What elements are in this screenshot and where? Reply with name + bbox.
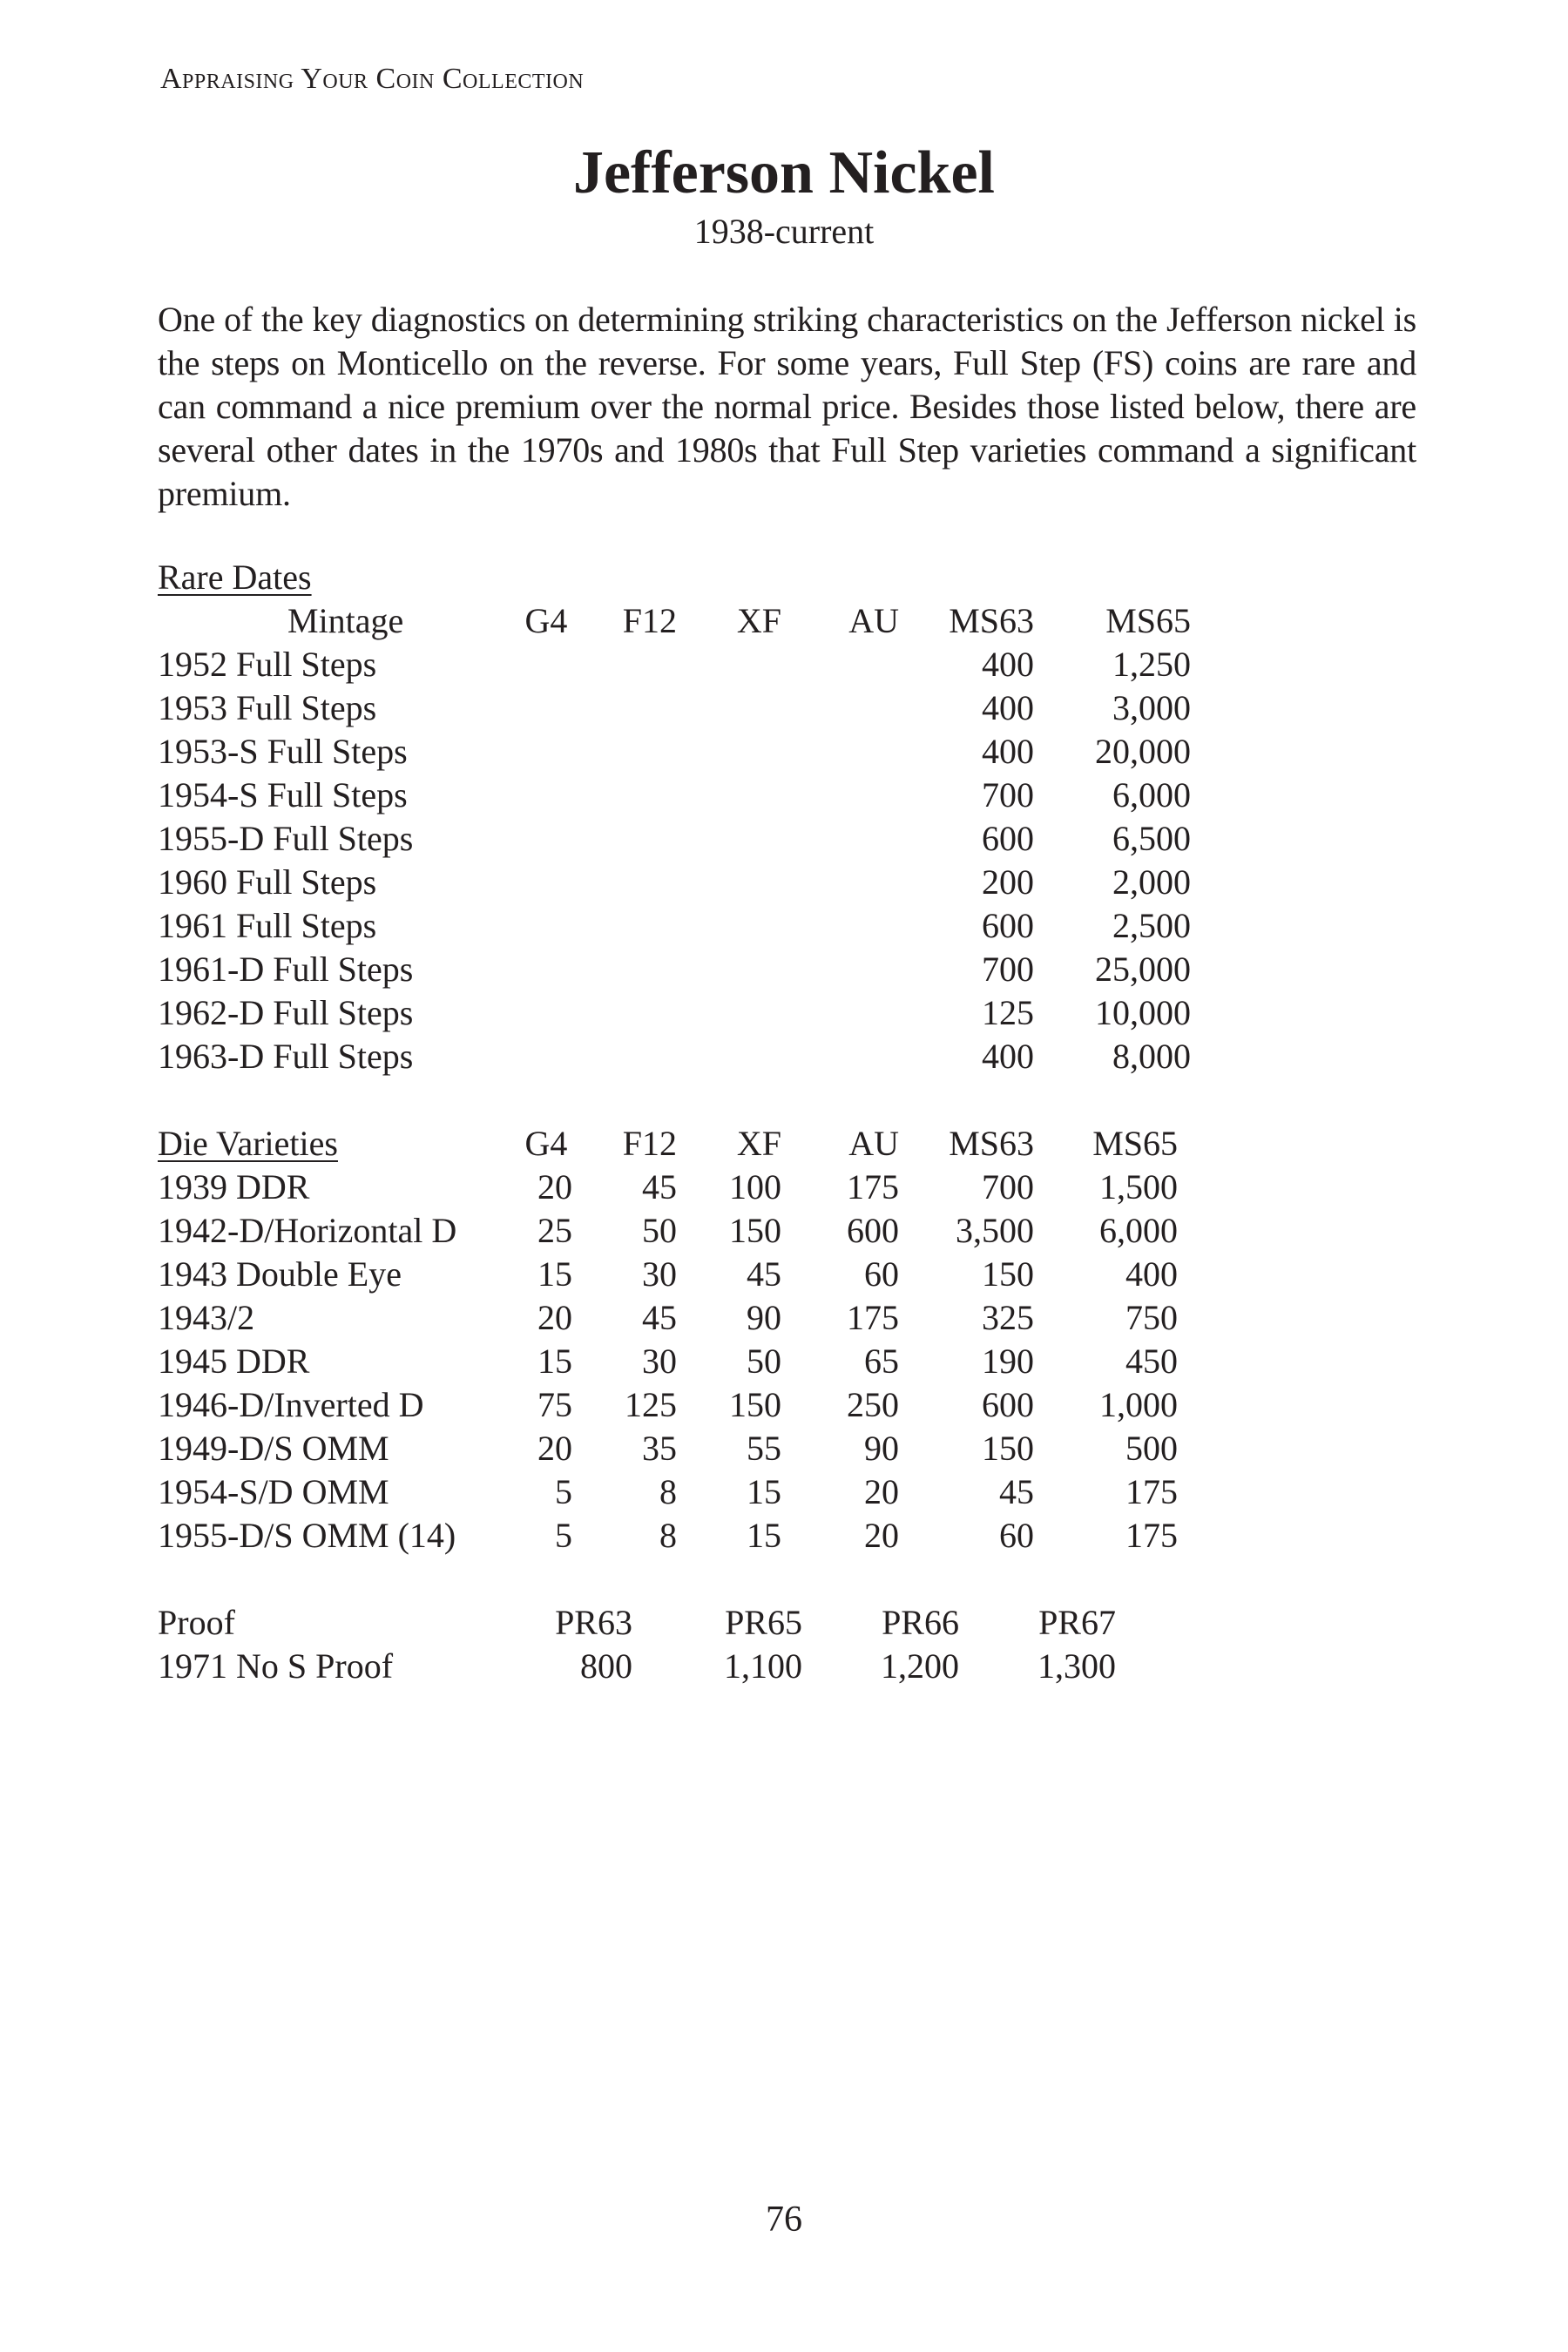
- row-label: 1942-D/Horizontal D: [158, 1211, 457, 1250]
- proof-header-row: [158, 1601, 1116, 1645]
- empty-cell: [677, 1035, 781, 1078]
- price-value: 90: [747, 1298, 781, 1337]
- price-value: 15: [747, 1516, 781, 1555]
- price-value: 250: [847, 1385, 899, 1424]
- ms65-value: 2,000: [1112, 862, 1191, 902]
- rare-dates-section-row: [158, 556, 1191, 599]
- price-value: 45: [642, 1167, 677, 1206]
- price-value: 600: [982, 1385, 1034, 1424]
- row-label: 1939 DDR: [158, 1167, 310, 1206]
- column-header: PR66: [882, 1603, 959, 1642]
- column-header: AU: [848, 1124, 899, 1163]
- column-header: PR63: [555, 1603, 632, 1642]
- empty-cell: [572, 817, 677, 861]
- price-value: 20: [864, 1472, 899, 1511]
- rare-dates-heading: [158, 556, 520, 599]
- ms63-value: 125: [982, 993, 1034, 1032]
- price-value: 500: [1125, 1429, 1178, 1468]
- empty-cell: [677, 904, 781, 948]
- row-label: 1953-S Full Steps: [158, 732, 408, 771]
- price-value: 325: [982, 1298, 1034, 1337]
- table-row: [158, 1209, 1178, 1253]
- price-value: 150: [982, 1254, 1034, 1294]
- price-value: 150: [729, 1385, 781, 1424]
- price-value: 6,000: [1099, 1211, 1178, 1250]
- price-value: 1,200: [881, 1646, 959, 1686]
- price-value: 175: [1125, 1472, 1178, 1511]
- mintage-header: Mintage: [287, 601, 404, 640]
- column-header: XF: [736, 601, 781, 640]
- price-value: 175: [1125, 1516, 1178, 1555]
- table-row: [158, 817, 1191, 861]
- empty-cell: [520, 1035, 572, 1078]
- table-row: [158, 774, 1191, 817]
- empty-cell: [781, 774, 899, 817]
- price-value: 150: [729, 1211, 781, 1250]
- row-label: 1954-S/D OMM: [158, 1472, 389, 1511]
- ms65-value: 2,500: [1112, 906, 1191, 945]
- empty-cell: [520, 774, 572, 817]
- column-header: MS65: [1092, 1124, 1178, 1163]
- price-value: 175: [847, 1298, 899, 1337]
- ms63-value: 400: [982, 1037, 1034, 1076]
- column-header: PR65: [725, 1603, 802, 1642]
- empty-cell: [520, 686, 572, 730]
- empty-cell: [781, 1035, 899, 1078]
- empty-cell: [781, 861, 899, 904]
- price-value: 8: [659, 1516, 677, 1555]
- column-header: MS63: [949, 1124, 1034, 1163]
- table-row: [158, 1427, 1178, 1470]
- row-label: 1954-S Full Steps: [158, 775, 408, 814]
- empty-cell: [572, 904, 677, 948]
- price-value: 20: [537, 1167, 572, 1206]
- table-row: [158, 643, 1191, 686]
- row-label: 1963-D Full Steps: [158, 1037, 414, 1076]
- price-value: 75: [537, 1385, 572, 1424]
- price-value: 15: [537, 1254, 572, 1294]
- row-label: 1961-D Full Steps: [158, 950, 414, 989]
- empty-cell: [572, 948, 677, 991]
- empty-cell: [520, 817, 572, 861]
- die-varieties-heading-text: Die Varieties: [158, 1124, 338, 1163]
- ms65-value: 3,000: [1112, 688, 1191, 727]
- empty-cell: [572, 774, 677, 817]
- price-value: 190: [982, 1342, 1034, 1381]
- empty-cell: [677, 686, 781, 730]
- price-value: 45: [747, 1254, 781, 1294]
- ms65-value: 1,250: [1112, 645, 1191, 684]
- price-value: 35: [642, 1429, 677, 1468]
- column-header: F12: [622, 1124, 677, 1163]
- empty-cell: [520, 904, 572, 948]
- ms63-value: 400: [982, 688, 1034, 727]
- price-value: 50: [642, 1211, 677, 1250]
- empty-cell: [677, 730, 781, 774]
- empty-cell: [520, 991, 572, 1035]
- table-row: [158, 1166, 1178, 1209]
- empty-cell: [781, 686, 899, 730]
- table-row: [158, 1253, 1178, 1296]
- row-label: 1943/2: [158, 1298, 255, 1337]
- empty-cell: [572, 1035, 677, 1078]
- ms63-value: 700: [982, 950, 1034, 989]
- empty-cell: [677, 774, 781, 817]
- empty-cell: [677, 991, 781, 1035]
- row-label: 1971 No S Proof: [158, 1646, 394, 1686]
- table-row: [158, 686, 1191, 730]
- price-value: 1,100: [724, 1646, 802, 1686]
- column-header: F12: [622, 601, 677, 640]
- empty-cell: [572, 991, 677, 1035]
- empty-cell: [572, 643, 677, 686]
- row-label: 1955-D/S OMM (14): [158, 1516, 456, 1555]
- price-value: 100: [729, 1167, 781, 1206]
- column-header: G4: [524, 601, 568, 640]
- empty-cell: [520, 643, 572, 686]
- price-value: 60: [864, 1254, 899, 1294]
- row-label: 1949-D/S OMM: [158, 1429, 389, 1468]
- price-value: 30: [642, 1342, 677, 1381]
- price-value: 600: [847, 1211, 899, 1250]
- row-label: 1945 DDR: [158, 1342, 310, 1381]
- price-value: 150: [982, 1429, 1034, 1468]
- row-label: 1960 Full Steps: [158, 862, 377, 902]
- row-label: 1953 Full Steps: [158, 688, 377, 727]
- column-header: MS63: [949, 601, 1034, 640]
- table-row: [158, 730, 1191, 774]
- price-value: 5: [555, 1516, 572, 1555]
- price-value: 15: [537, 1342, 572, 1381]
- ms65-value: 6,500: [1112, 819, 1191, 858]
- table-row: [158, 904, 1191, 948]
- column-header: PR67: [1038, 1603, 1116, 1642]
- row-label: 1955-D Full Steps: [158, 819, 414, 858]
- table-row: [158, 861, 1191, 904]
- price-value: 5: [555, 1472, 572, 1511]
- column-header: MS65: [1105, 601, 1191, 640]
- intro-paragraph: One of the key diagnostics on determining striking characteristics on the Jefferson nickel is the steps on Monticello on the reverse. For some years, Full Step (FS) coins are rare and can command a nice premium over the normal price. Besides those listed below, there are several other dates in the 1970s and 1980s that Full Step varieties command a significant premium.: [158, 300, 1416, 513]
- price-value: 55: [747, 1429, 781, 1468]
- page-title: Jefferson Nickel: [572, 139, 996, 206]
- empty-cell: [781, 991, 899, 1035]
- price-value: 750: [1125, 1298, 1178, 1337]
- price-value: 175: [847, 1167, 899, 1206]
- die-varieties-heading: [158, 1122, 520, 1166]
- ms63-value: 600: [982, 819, 1034, 858]
- row-label: 1962-D Full Steps: [158, 993, 414, 1032]
- empty-cell: [781, 643, 899, 686]
- price-value: 65: [864, 1342, 899, 1381]
- ms65-value: 8,000: [1112, 1037, 1191, 1076]
- table-row: [158, 1470, 1178, 1514]
- column-header: XF: [736, 1124, 781, 1163]
- price-value: 800: [580, 1646, 632, 1686]
- empty-cell: [781, 948, 899, 991]
- empty-cell: [520, 861, 572, 904]
- price-value: 700: [982, 1167, 1034, 1206]
- empty-cell: [677, 643, 781, 686]
- empty-cell: [572, 730, 677, 774]
- ms65-value: 25,000: [1095, 950, 1191, 989]
- empty-cell: [520, 730, 572, 774]
- price-value: 60: [999, 1516, 1034, 1555]
- empty-cell: [677, 948, 781, 991]
- empty-cell: [572, 686, 677, 730]
- column-header: G4: [524, 1124, 568, 1163]
- die-varieties-header-row: [158, 1122, 1178, 1166]
- price-value: 20: [537, 1298, 572, 1337]
- price-value: 400: [1125, 1254, 1178, 1294]
- price-value: 3,500: [956, 1211, 1034, 1250]
- proof-heading: Proof: [158, 1603, 235, 1642]
- rare-dates-table: [158, 556, 1191, 1078]
- empty-cell: [781, 904, 899, 948]
- die-varieties-table: [158, 1122, 1178, 1558]
- table-row: [158, 1383, 1178, 1427]
- ms63-value: 600: [982, 906, 1034, 945]
- row-label: 1946-D/Inverted D: [158, 1385, 424, 1424]
- ms63-value: 400: [982, 645, 1034, 684]
- ms65-value: 10,000: [1095, 993, 1191, 1032]
- table-row: [158, 948, 1191, 991]
- price-value: 20: [537, 1429, 572, 1468]
- price-value: 1,000: [1099, 1385, 1178, 1424]
- price-value: 20: [864, 1516, 899, 1555]
- table-row: [158, 1645, 1116, 1688]
- price-value: 1,300: [1037, 1646, 1116, 1686]
- ms63-value: 200: [982, 862, 1034, 902]
- page-number: 76: [766, 2200, 802, 2240]
- rare-dates-heading-text: Rare Dates: [158, 558, 312, 597]
- table-row: [158, 1296, 1178, 1340]
- empty-cell: [677, 861, 781, 904]
- empty-cell: [781, 730, 899, 774]
- column-header: AU: [848, 601, 899, 640]
- table-row: [158, 1035, 1191, 1078]
- price-value: 90: [864, 1429, 899, 1468]
- empty-cell: [677, 817, 781, 861]
- ms63-value: 700: [982, 775, 1034, 814]
- table-row: [158, 991, 1191, 1035]
- empty-cell: [520, 948, 572, 991]
- price-value: 25: [537, 1211, 572, 1250]
- rare-dates-header-row: [158, 599, 1191, 643]
- ms63-value: 400: [982, 732, 1034, 771]
- price-value: 30: [642, 1254, 677, 1294]
- empty-cell: [572, 861, 677, 904]
- running-head: Appraising Your Coin Collection: [160, 63, 585, 95]
- page-subtitle: 1938-current: [693, 212, 875, 251]
- price-value: 1,500: [1099, 1167, 1178, 1206]
- price-value: 50: [747, 1342, 781, 1381]
- proof-table: [158, 1601, 1116, 1688]
- price-value: 450: [1125, 1342, 1178, 1381]
- price-value: 45: [642, 1298, 677, 1337]
- price-value: 125: [625, 1385, 677, 1424]
- ms65-value: 6,000: [1112, 775, 1191, 814]
- row-label: 1961 Full Steps: [158, 906, 377, 945]
- table-row: [158, 1340, 1178, 1383]
- table-row: [158, 1514, 1178, 1558]
- row-label: 1943 Double Eye: [158, 1254, 402, 1294]
- ms65-value: 20,000: [1095, 732, 1191, 771]
- price-value: 45: [999, 1472, 1034, 1511]
- empty-cell: [781, 817, 899, 861]
- row-label: 1952 Full Steps: [158, 645, 377, 684]
- price-value: 15: [747, 1472, 781, 1511]
- price-value: 8: [659, 1472, 677, 1511]
